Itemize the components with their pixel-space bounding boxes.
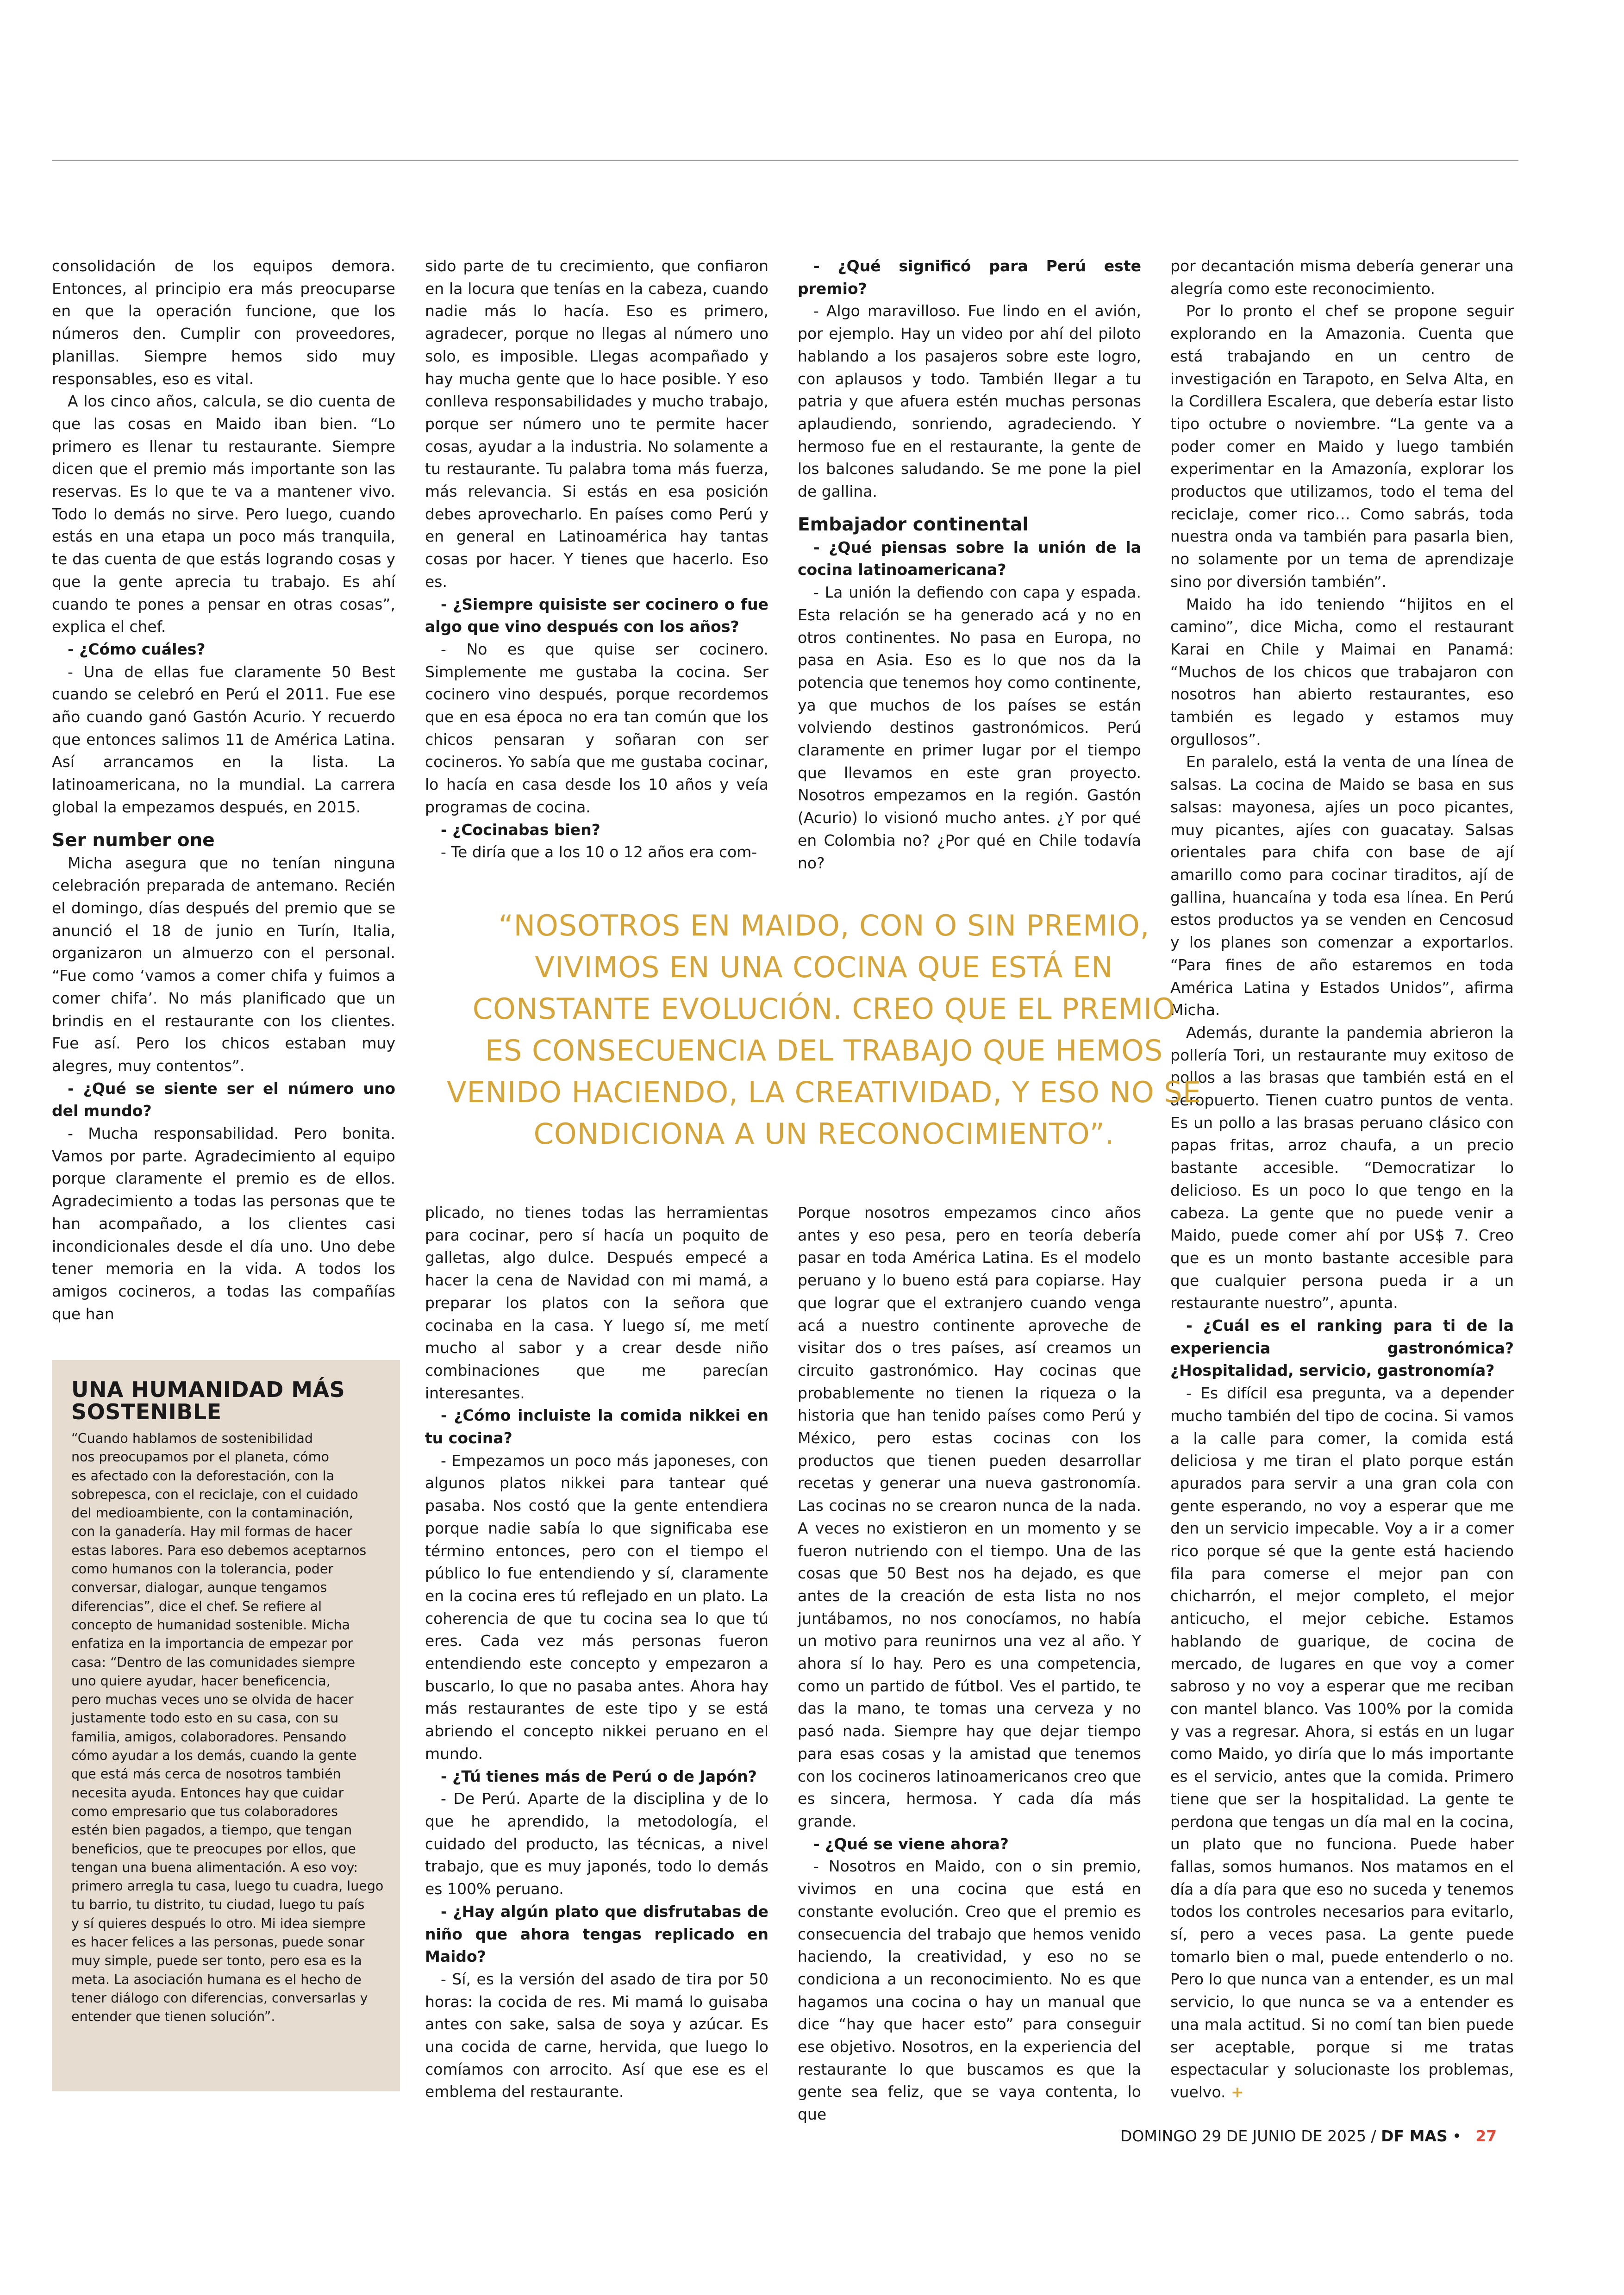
sidebar-line: uno quiere ayudar, hacer beneficencia, (71, 1673, 331, 1689)
top-rule (52, 160, 1518, 161)
paragraph: A los cinco años, calcula, se dio cuenta de que las cosas en Maido iban bien. “Lo primero es llenar tu restaurante. Siempre dicen que el premio más importante son las reservas. Es lo que te va a mantener vivo. Todo lo demás no sirve. Pero luego, cuando estás en una etapa un poco más tranquila, te das cuenta de que estás logrando cosas y que la gente aprecia tu trabajo. Es ahí cuando te pones a pensar en otras cosas”, explica el chef. (52, 392, 395, 636)
sidebar-line: familia, amigos, colaboradores. Pensando (71, 1729, 347, 1745)
sidebar-line: nos preocupamos por el planeta, cómo (71, 1449, 329, 1465)
paragraph: Maido ha ido teniendo “hijitos en el camino”, dice Micha, como el restaurant Karai en Chile y Maimai en Panamá: “Muchos de los chicos que trabajaron con nosotros han abierto restaurantes, eso también es legado y estamos muy orgullosos”. (1170, 595, 1514, 748)
sidebar-line: muy simple, puede ser tonto, pero esa es la (71, 1953, 362, 1969)
sidebar-line: beneficios, que te preocupes por ellos, que (71, 1841, 356, 1857)
paragraph: - Empezamos un poco más japoneses, con algunos platos nikkei para tantear qué pasaba. Nos costó que la gente entendiera porque nadie sabía lo que significaba ese término entonces, pero con el tiempo el público lo fue entendiendo y sí, claramente en la cocina eres tú reflejado en un plato. La coherencia de que tu cocina sea lo que tú eres. Cada vez más personas fueron entendiendo este concepto y empezaron a buscarlo, lo que no pasaba antes. Ahora hay más restaurantes de este tipo y se está abriendo el concepto nikkei peruano en el mundo. (425, 1451, 768, 1763)
sidebar-line: conversar, dialogar, aunque tengamos (71, 1580, 327, 1596)
footer-separator: • (1452, 2127, 1462, 2145)
sidebar-line: necesita ayuda. Entonces hay que cuidar (71, 1785, 344, 1801)
sidebar-line: entender que tienen solución”. (71, 2009, 275, 2025)
pull-quote-line: CONSTANTE EVOLUCIÓN. CREO QUE EL PREMIO (472, 992, 1176, 1026)
paragraph: - Es difícil esa pregunta, va a depender mucho también del tipo de cocina. Si vamos a la calle para comer, la comida está deliciosa y me tiran el plato porque están apurados para servir a una gran cola con gente esperando, no voy a esperar que me den un servicio impecable. Voy a ir a comer rico porque sé que la gente está haciendo fila para comerse el mejor pan con chicharrón, el mejor completo, el mejor anticucho, el mejor cebiche. Estamos hablando de guarique, de cocina de mercado, de lugares en que voy a comer sabroso y no voy a esperar que me reciban con mantel blanco. Vas 100% por la comida y vas a regresar. Ahora, si estás en un lugar como Maido, yo diría que lo más importante es el servicio, antes que la comida. Primero tiene que ser la hospitalidad. La gente te perdona que tengas un día mal en la cocina, un plato que no funciona. Puede haber fallas, somos humanos. Nos matamos en el día a día para que eso no suceda y tenemos todos los controles necesarios para evitarlo, sí, pero a veces pasa. La gente puede tomarlo bien o mal, puede entenderlo o no. Pero lo que nunca van a entender, es un mal servicio, lo que nunca se va a entender es una mala actitud. Si no comí tan bien puede ser aceptable, porque si me tratas espectacular y solucionaste los problemas, vuelvo. + (1170, 1384, 1514, 2101)
paragraph: por decantación misma debería generar una alegría como este reconocimiento. (1170, 257, 1514, 298)
paragraph: - Una de ellas fue claramente 50 Best cuando se celebró en Perú el 2011. Fue ese año cuando ganó Gastón Acurio. Y recuerdo que entonces salimos 11 de América Latina. Así arrancamos en la lista. La latinoamericana, no la mundial. La carrera global la empezamos después, en 2015. (52, 662, 395, 816)
interview-question: - ¿Cocinabas bien? (441, 820, 600, 839)
end-of-article-mark: + (1225, 2083, 1244, 2101)
sidebar-line: tener diálogo con diferencias, conversarlas y (71, 1990, 368, 2006)
sidebar-line: justamente todo esto en su casa, con su (71, 1710, 339, 1726)
sidebar-line: es afectado con la deforestación, con la (71, 1468, 335, 1484)
sidebar-body (71, 1429, 384, 2027)
pull-quote (417, 905, 1231, 1155)
sidebar-line: casa: “Dentro de las comunidades siempre (71, 1654, 356, 1670)
sidebar-line: como humanos con la tolerancia, poder (71, 1561, 334, 1577)
article-column-2-top (425, 255, 768, 864)
interview-question: - ¿Cómo cuáles? (68, 640, 206, 658)
sidebar-line: del medioambiente, con la contaminación, (71, 1505, 353, 1521)
interview-question: - ¿Qué piensas sobre la unión de la cocina latinoamericana? (798, 538, 1141, 579)
pull-quote-line: ES CONSECUENCIA DEL TRABAJO QUE HEMOS (485, 1034, 1163, 1067)
sidebar-line: meta. La asociación humana es el hecho de (71, 1971, 362, 1987)
article-column-3-bottom (798, 1202, 1141, 2126)
paragraph: consolidación de los equipos demora. Entonces, al principio era más preocuparse en que la operación funcione, que los números den. Cumplir con proveedores, planillas. Siempre hemos sido muy responsables, eso es vital. (52, 257, 395, 388)
sidebar-title-line: UNA HUMANIDAD MÁS (71, 1377, 345, 1402)
interview-question: - ¿Cuál es el ranking para ti de la experiencia gastronómica? ¿Hospitalidad, servicio, gastronomía? (1170, 1316, 1514, 1380)
interview-question: - ¿Siempre quisiste ser cocinero o fue algo que vino después con los años? (425, 595, 768, 636)
sidebar-line: pero muchas veces uno se olvida de hacer (71, 1692, 354, 1708)
page-number: 27 (1475, 2127, 1497, 2145)
paragraph: - Algo maravilloso. Fue lindo en el avión, por ejemplo. Hay un video por ahí del piloto hablando a los pasajeros sobre este logro, con aplausos y todo. También llegar a tu patria y que afuera estén muchas personas aplaudiendo, sonriendo, agradeciendo. Y hermoso fue en el restaurante, la gente de los balcones saludando. Se me pone la piel de gallina. (798, 302, 1141, 501)
sidebar-box (52, 1360, 400, 2091)
article-column-1 (52, 255, 395, 1325)
sidebar-line: tu barrio, tu distrito, tu ciudad, luego tu país (71, 1897, 365, 1913)
paragraph: - Sí, es la versión del asado de tira por 50 horas: la cocida de res. Mi mamá lo guisaba antes con sake, salsa de soya y azúcar. Es una cocida de carne, hervida, que luego lo comíamos con arrocito. Así que ese es el emblema del restaurante. (425, 1970, 768, 2101)
sidebar-line: estén bien pagados, a tiempo, que tengan (71, 1822, 352, 1838)
pull-quote-line: CONDICIONA A UN RECONOCIMIENTO”. (533, 1117, 1115, 1151)
paragraph: Por lo pronto el chef se propone seguir explorando en la Amazonia. Cuenta que está trabajando en un centro de investigación en Tarapoto, en Selva Alta, en la Cordillera Escalera, que debería estar listo tipo octubre o noviembre. “La gente va a poder comer en Maido y luego también experimentar en la Amazonía, explorar los productos que utilizamos, todo el tema del reciclaje, comer rico… Como sabrás, toda nuestra onda va también para pasarla bien, no solamente por un tema de aprendizaje sino por diversión también”. (1170, 302, 1514, 591)
paragraph: - Mucha responsabilidad. Pero bonita. Vamos por parte. Agradecimiento al equipo porque claramente el premio es de ellos. Agradecimiento a todas las personas que te han acompañado, a los clientes casi incondicionales desde el día uno. Uno debe tener memoria en la vida. A todos los amigos cocineros, a todas las compañías que han (52, 1124, 395, 1323)
article-column-2-bottom (425, 1202, 768, 2103)
interview-question: - ¿Cómo incluiste la comida nikkei en tu cocina? (425, 1406, 768, 1447)
sidebar-line: sobrepesca, con el reciclaje, con el cuidado (71, 1486, 358, 1502)
sidebar-line: como empresario que tus colaboradores (71, 1803, 338, 1819)
sidebar-line: con la ganadería. Hay mil formas de hacer (71, 1524, 353, 1540)
sidebar-line: es hacer felices a las personas, puede sonar (71, 1934, 365, 1950)
article-column-4 (1170, 255, 1514, 2104)
sidebar-line: que está más cerca de nosotros también (71, 1766, 341, 1782)
footer-date: DOMINGO 29 DE JUNIO DE 2025 / (1120, 2127, 1376, 2145)
footer-brand: DF MAS (1381, 2127, 1448, 2145)
pull-quote-line: VIVIMOS EN UNA COCINA QUE ESTÁ EN (535, 950, 1113, 984)
paragraph: sido parte de tu crecimiento, que confiaron en la locura que tenías en la cabeza, cuando nadie más lo hacía. Eso es primero, agradecer, porque no llegas al número uno solo, es imposible. Llegas acompañado y hay mucha gente que lo hace posible. Y eso conlleva responsabilidades y mucho trabajo, porque ser número uno te permite hacer cosas, ayudar a la industria. No solamente a tu restaurante. Tu palabra toma más fuerza, más relevancia. Si estás en esa posición debes aprovecharlo. En países como Perú y en general en Latinoamérica hay tantas cosas por hacer. Y tienes que hacerlo. Eso es. (425, 257, 768, 591)
sidebar-title-line: SOSTENIBLE (71, 1399, 222, 1424)
paragraph: - La unión la defiendo con capa y espada. Esta relación se ha generado acá y no en otros continentes. No pasa en Europa, no pasa en Asia. Eso es lo que nos da la potencia que tenemos hoy como continente, ya que muchos de los países se están volviendo destinos gastronómicos. Perú claramente en primer lugar por el tiempo que llevamos en este gran proyecto. Nosotros empezamos en la región. Gastón (Acurio) lo visionó mucho antes. ¿Y por qué en Colombia no? ¿Por qué en Chile todavía no? (798, 583, 1141, 872)
sidebar-line: cómo ayudar a los demás, cuando la gente (71, 1748, 357, 1764)
interview-question: - ¿Hay algún plato que disfrutabas de niño que ahora tengas replicado en Maido? (425, 1902, 768, 1966)
article-column-3-top (798, 255, 1141, 874)
paragraph: Porque nosotros empezamos cinco años antes y eso pesa, pero en teoría debería pasar en toda América Latina. Es el modelo peruano y lo bueno está para copiarse. Hay que lograr que el extranjero cuando venga acá a nuestro continente aproveche de visitar dos o tres países, así creamos un circuito gastronómico. Hay cocinas que probablemente no tienen la riqueza o la historia que han tenido países como Perú y México, pero estas cocinas con los productos que tienen pueden desarrollar recetas y generar una nueva gastronomía. Las cocinas no se crearon nunca de la nada. A veces no existieron en un momento y se fueron nutriendo con el tiempo. Una de las cosas que 50 Best nos ha dejado, es que antes de la creación de esta lista no nos juntábamos, no nos conocíamos, no había un motivo para reunirnos una vez al año. Y ahora sí lo hay. Pero es una competencia, como un partido de fútbol. Ves el partido, te das la mano, te tomas una cerveza y no pasó nada. Siempre hay que dejar tiempo para esas cosas y la amistad que tenemos con los cocineros latinoamericanos creo que es sincera, hermosa. Y cada día más grande. (798, 1204, 1141, 1830)
sidebar-line: “Cuando hablamos de sostenibilidad (71, 1431, 313, 1446)
section-heading: Ser number one (52, 829, 215, 851)
sidebar-line: primero arregla tu casa, luego tu cuadra, luego (71, 1878, 384, 1894)
sidebar-title (71, 1378, 384, 1423)
sidebar-line: y sí quieres después lo otro. Mi idea siempre (71, 1915, 366, 1931)
page-footer (1120, 2127, 1497, 2145)
interview-question: - ¿Qué se siente ser el número uno del mundo? (52, 1079, 395, 1120)
section-heading: Embajador continental (798, 514, 1029, 535)
interview-question: - ¿Tú tienes más de Perú o de Japón? (441, 1767, 757, 1785)
paragraph: Además, durante la pandemia abrieron la pollería Tori, un restaurante muy exitoso de pollos a las brasas que también está en el aeropuerto. Tienen cuatro puntos de venta. Es un pollo a las brasas peruano clásico con papas fritas, arroz chaufa, a un precio bastante accesible. “Democratizar lo delicioso. Es un poco lo que tengo en la cabeza. La gente que no puede venir a Maido, puede comer ahí por US$ 7. Creo que es un monto bastante accesible para que cualquier persona pueda ir a un restaurante nuestro”, apunta. (1170, 1023, 1514, 1312)
pull-quote-line: VENIDO HACIENDO, LA CREATIVIDAD, Y ESO NO SE (447, 1075, 1201, 1109)
pull-quote-line: “NOSOTROS EN MAIDO, CON O SIN PREMIO, (498, 909, 1150, 942)
sidebar-line: estas labores. Para eso debemos aceptarnos (71, 1542, 367, 1558)
paragraph: - No es que quise ser cocinero. Simplemente me gustaba la cocina. Ser cocinero vino después, porque recordemos que en esa época no era tan común que los chicos pensaran y soñaran con ser cocineros. Yo sabía que me gustaba cocinar, lo hacía en casa desde los 10 años y veía programas de cocina. (425, 640, 768, 816)
paragraph: En paralelo, está la venta de una línea de salsas. La cocina de Maido se basa en sus salsas: mayonesa, ajíes un poco picantes, muy picantes, ajíes con guacatay. Salsas orientales para chifa con base de ají amarillo como para cocinar tiraditos, ají de gallina, huancaína y toda esa línea. En Perú estos productos ya se venden en Cencosud y los planes son comenzar a exportarlos. “Para fines de año estaremos en toda América Latina y Estados Unidos”, afirma Micha. (1170, 753, 1514, 1019)
paragraph: - Nosotros en Maido, con o sin premio, vivimos en una cocina que está en constante evolución. Creo que el premio es consecuencia del trabajo que hemos venido haciendo, la creatividad, y eso no se condiciona a un reconocimiento. No es que hagamos una cocina o hay un manual que dice “hay que hacer esto” para conseguir ese objetivo. Nosotros, en la experiencia del restaurante lo que buscamos es que la gente sea feliz, que se vaya contenta, lo que (798, 1857, 1141, 2124)
sidebar-line: tengan una buena alimentación. A eso voy: (71, 1859, 358, 1875)
paragraph: Micha asegura que no tenían ninguna celebración preparada de antemano. Recién el domingo, días después del premio que se anunció el 18 de junio en Turín, Italia, organizaron un almuerzo con el personal. “Fue como ‘vamos a comer chifa y fuimos a comer chifa’. No más planificado que un brindis en el restaurante con los clientes. Fue así. Pero los chicos estaban muy alegres, muy contentos”. (52, 854, 395, 1075)
paragraph: plicado, no tienes todas las herramientas para cocinar, pero sí hacía un poquito de galletas, algo dulce. Después empecé a hacer la cena de Navidad con mi mamá, a preparar los platos con la señora que cocinaba en la casa. Y luego sí, me metí mucho al sabor y a crear desde niño combinaciones que me parecían interesantes. (425, 1204, 768, 1402)
paragraph: - Te diría que a los 10 o 12 años era com- (441, 843, 757, 861)
interview-question: - ¿Qué se viene ahora? (813, 1834, 1009, 1853)
sidebar-line: concepto de humanidad sostenible. Micha (71, 1617, 350, 1633)
interview-question: - ¿Qué significó para Perú este premio? (798, 257, 1141, 298)
paragraph: - De Perú. Aparte de la disciplina y de lo que he aprendido, la metodología, el cuidado del producto, las técnicas, a nivel trabajo, que es muy japonés, todo lo demás es 100% peruano. (425, 1790, 768, 1898)
sidebar-line: enfatiza en la importancia de empezar por (71, 1636, 353, 1652)
sidebar-line: diferencias”, dice el chef. Se refiere al (71, 1598, 322, 1614)
